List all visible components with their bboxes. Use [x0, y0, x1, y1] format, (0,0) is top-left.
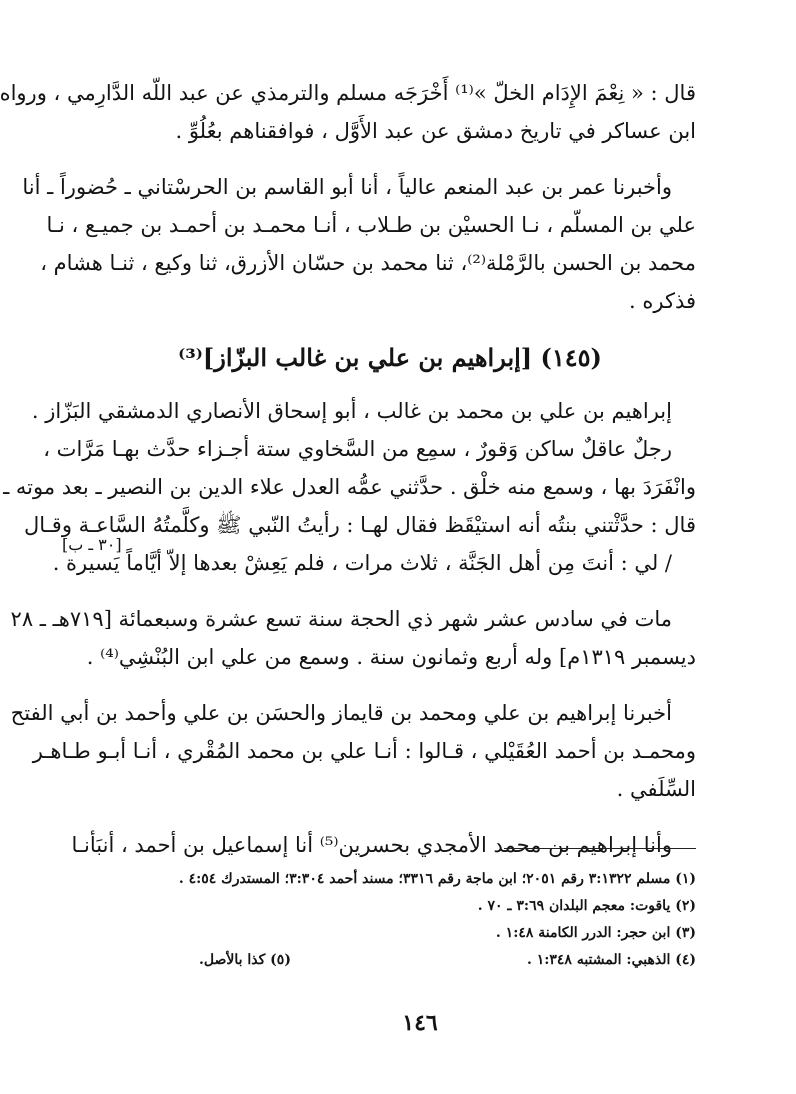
footnote-2: (٢) ياقوت: معجم البلدان ٣:٦٩ ـ ٧٠ . [477, 898, 696, 914]
entry-heading: (١٤٥) [إبراهيم بن علي بن غالب البزّاز]⁽³⁾ [178, 343, 602, 372]
text-line: فذكره . [629, 289, 696, 313]
text-line: مات في سادس عشر شهر ذي الحجة سنة تسع عشرة وسبعمائة [٧١٩هـ ـ ٢٨ [10, 607, 672, 631]
text-line: إبراهيم بن علي بن محمد بن غالب ، أبو إسحاق الأنصاري الدمشقي البَزّاز . [31, 399, 672, 423]
page-number: ١٤٦ [402, 1010, 438, 1036]
paragraph-death [10, 600, 696, 676]
text-line: / لي : أنتَ مِن أهل الجَنَّة ، ثلاث مرات ، فلم يَعِشْ بعدها إلاّ أيَّاماً يَسيرة . [52, 551, 672, 575]
text-line: قال : حدَّثْتني بنتُه أنه استيْقَظ فقال لهـا : رأيتُ النّبي ﷺ وكلَّمتُهُ السَّاعـة وقـال [24, 513, 696, 537]
text-line: ومحمـد بن أحمد العُقَيْلي ، قـالوا : أنـا علي بن محمد المُقْري ، أنـا أبـو طـاهـر [32, 739, 696, 763]
footnote-3: (٣) ابن حجر: الدرر الكامنة ١:٤٨ . [495, 925, 696, 941]
paragraph-biography [3, 392, 696, 582]
text-line: علي بن المسلّم ، نـا الحسيْن بن طـلاب ، أنـا محمـد بن أحمـد بن جميـع ، نـا [46, 213, 696, 237]
text-line: السِّلَفي . [616, 777, 696, 801]
text-line: رجلٌ عاقلٌ ساكن وَقورٌ ، سمِع من السَّخاوي ستة أجـزاء حدَّث بهـا مَرَّات ، [43, 437, 672, 461]
footnotes [139, 866, 696, 974]
text-line: أخبرنا إبراهيم بن علي ومحمد بن قايماز والحسَن بن علي وأحمد بن أبي الفتح [10, 701, 672, 725]
paragraph-isnad-1 [22, 168, 696, 320]
text-line: ديسمبر ١٣١٩م] وله أربع وثمانون سنة . وسمع من علي ابن البُنْشِي⁽⁴⁾ . [86, 645, 696, 669]
text-line: قال : « نِعْمَ الإِدَام الخلّ »⁽¹⁾ أَخْرَجَه مسلم والترمذي عن عبد اللّه الدَّارِمي ، ورواه [0, 81, 696, 105]
paragraph-isnad-3 [71, 826, 696, 864]
paragraph-isnad-2 [10, 694, 696, 808]
text-line: محمد بن الحسن بالرَّمْلة⁽²⁾، ثنا محمد بن حسّان الأزرق، ثنا وكيع ، ثنـا هشام ، [40, 251, 696, 275]
margin-folio-marker: [٣٠ ـ ب] [62, 535, 122, 554]
footnote-4: (٤) الذهبي: المشتبه ١:٣٤٨ . [526, 952, 696, 968]
footnote-divider [504, 848, 696, 849]
main-text [0, 74, 696, 882]
footnote-row [139, 947, 696, 974]
text-line: ابن عساكر في تاريخ دمشق عن عبد الأَوَّل ، فوافقناهم بعُلُوِّ . [175, 119, 696, 143]
text-line: وأنا إبراهيم بن محمد الأمجدي بحسرين⁽⁵⁾ أنا إسماعيل بن أحمد ، أنبَأنـا [71, 833, 672, 857]
footnote-5: (٥) كذا بالأصل. [199, 952, 291, 968]
text-line: وأخبرنا عمر بن عبد المنعم عالياً ، أنا أبو القاسم بن الحرسْتاني ـ حُضوراً ـ أنا [22, 175, 672, 199]
text-line: وانْفَرَدَ بها ، وسمع منه خلْق . حدَّثني عمُّه العدل علاء الدين بن النصير ـ بعد موته ـ [3, 475, 696, 499]
paragraph-hadith [0, 74, 696, 150]
footnote-1: (١) مسلم ٣:١٣٢٢ رقم ٢٠٥١؛ ابن ماجة رقم ٣٣١٦؛ مسند أحمد ٣:٣٠٤؛ المستدرك ٤:٥٤ . [178, 871, 696, 887]
